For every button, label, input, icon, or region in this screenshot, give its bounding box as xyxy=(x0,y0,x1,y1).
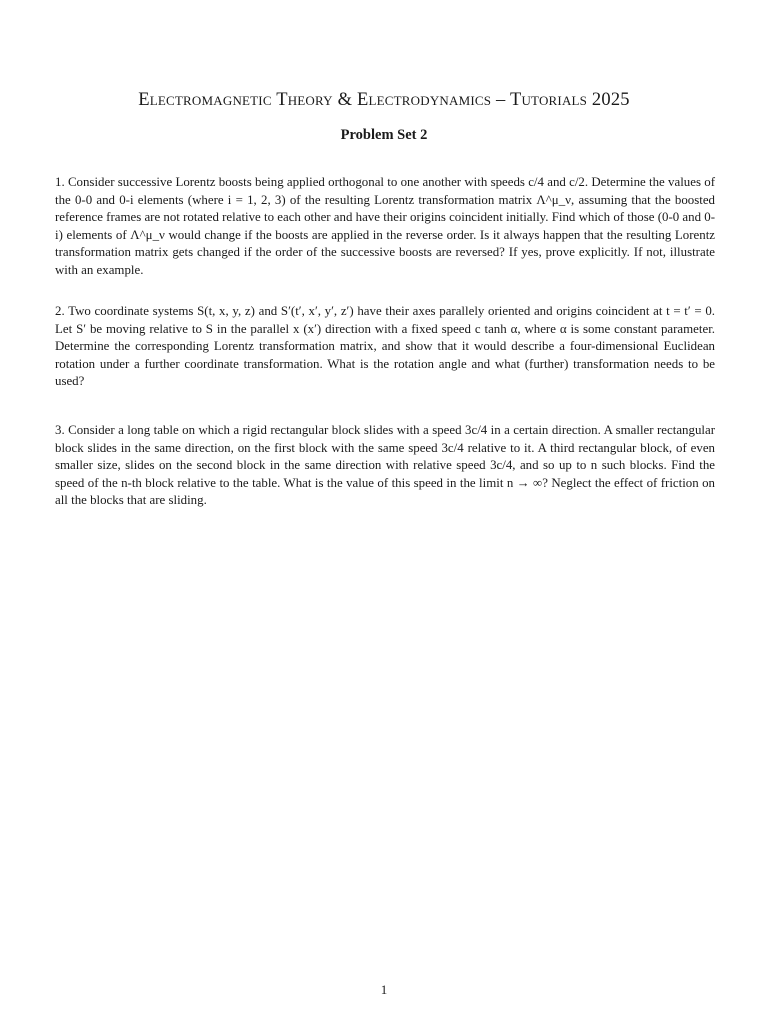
document-title: Electromagnetic Theory & Electrodynamics – Tutorials 2025 xyxy=(138,90,630,110)
page-number: 1 xyxy=(380,982,388,997)
problem-2-paragraph: 2. Two coordinate systems S(t, x, y, z) and S′(t′, x′, y′, z′) have their axes parallely oriented and origins coincident at t = t′ = 0. Let S′ be moving relative to S in the parallel x (x′) direction with a fixed speed c tanh α, where α is some constant parameter. Determine the corresponding Lorentz transformation matrix, and show that it would describe a four-dimensional Euclidean rotation under a further coordinate transformation. What is the rotation angle and what (further) transformation needs to be used? xyxy=(55,304,715,389)
problem-1-paragraph: 1. Consider successive Lorentz boosts being applied orthogonal to one another with speeds c/4 and c/2. Determine the values of the 0-0 and 0-i elements (where i = 1, 2, 3) of the resulting Lorentz transformation matrix Λ^μ_ν, assuming that the boosted reference frames are not rotated relative to each other and have their origins coincident initially. Find which of those (0-0 and 0-i) elements of Λ^μ_ν would change if the boosts are applied in the reverse order. Is it always happen that the resulting Lorentz transformation matrix gets changed if the order of the successive boosts are reversed? If yes, prove explicitly. If not, illustrate with an example. xyxy=(55,175,715,277)
problem-3-paragraph: 3. Consider a long table on which a rigid rectangular block slides with a speed 3c/4 in a certain direction. A smaller rectangular block slides in the same direction, on the first block with the same speed 3c/4 relative to it. A third rectangular block, of even smaller size, slides on the second block in the same direction with relative speed 3c/4, and so up to n such blocks. Find the speed of the n-th block relative to the table. What is the value of this speed in the limit n → ∞? Neglect the effect of friction on all the blocks that are sliding. xyxy=(55,423,715,508)
problem-set-heading: Problem Set 2 xyxy=(340,127,428,143)
